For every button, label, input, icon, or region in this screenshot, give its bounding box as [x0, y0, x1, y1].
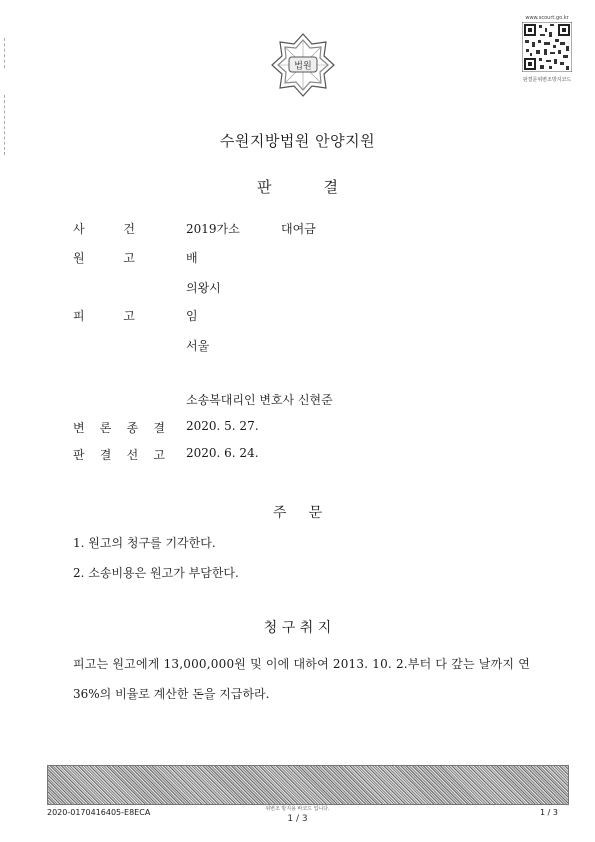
defendant-address: 서울 — [186, 339, 210, 353]
defendant-label-char: 피 — [73, 309, 85, 323]
qr-caption: 판결문위변조방지코드 — [522, 77, 572, 83]
seal-text: 법원 — [294, 61, 312, 72]
case-label-char: 사 — [73, 222, 85, 236]
page-number-right: 1 / 3 — [540, 808, 558, 817]
judgment-label-char: 판 — [73, 448, 85, 462]
plaintiff-label-char: 원 — [73, 251, 85, 265]
judgment-date: 2020. 6. 24. — [186, 446, 259, 460]
plaintiff-address: 의왕시 — [186, 281, 221, 295]
court-name: 수원지방법원 안양지원 — [219, 132, 376, 150]
claim-line: 36%의 비율로 계산한 돈을 지급하라. — [73, 687, 270, 701]
qr-url: www.scourt.go.kr — [525, 15, 569, 21]
hearing-closed-label — [73, 419, 165, 436]
document-id: 2020-0170416405-E8ECA — [47, 808, 151, 817]
plaintiff-label — [73, 249, 135, 266]
plaintiff-label-char: 고 — [123, 251, 135, 265]
case-label-char: 건 — [123, 222, 135, 236]
hearing-label-char: 결 — [153, 421, 165, 435]
margin-mark — [4, 38, 11, 68]
case-number: 2019가소 — [186, 222, 240, 236]
qr-code-icon[interactable] — [522, 22, 572, 72]
anti-forgery-barcode — [47, 765, 569, 805]
order-item: 2. 소송비용은 원고가 부담한다. — [73, 566, 239, 580]
court-seal-icon — [268, 30, 338, 100]
hearing-label-char: 변 — [73, 421, 85, 435]
claim-title: 청 구 취 지 — [263, 620, 332, 636]
defendant-label — [73, 307, 135, 324]
defendant-name: 임 — [186, 309, 198, 323]
plaintiff-name: 배 — [186, 251, 198, 265]
document-title: 판결 — [257, 178, 390, 196]
barcode-note: 위변조 방지용 바코드 입니다. — [265, 806, 330, 812]
hearing-closed-date: 2020. 5. 27. — [186, 419, 259, 433]
hearing-label-char: 종 — [126, 421, 139, 435]
judgment-label-char: 고 — [153, 448, 165, 462]
case-label — [73, 220, 135, 237]
defendant-label-char: 고 — [123, 309, 135, 323]
page-number-center: 1 / 3 — [287, 814, 308, 824]
judgment-date-label — [73, 446, 165, 463]
judgment-label-char: 결 — [99, 448, 112, 462]
case-type: 대여금 — [281, 222, 316, 236]
hearing-label-char: 론 — [99, 421, 112, 435]
order-title: 주 문 — [272, 505, 323, 521]
judgment-label-char: 선 — [126, 448, 139, 462]
order-item: 1. 원고의 청구를 기각한다. — [73, 536, 216, 550]
claim-line: 피고는 원고에게 13,000,000원 및 이에 대하여 2013. 10. 2.부터 다 갚는 날까지 연 — [73, 657, 530, 671]
defendant-counsel: 소송복대리인 변호사 신현준 — [186, 393, 333, 407]
